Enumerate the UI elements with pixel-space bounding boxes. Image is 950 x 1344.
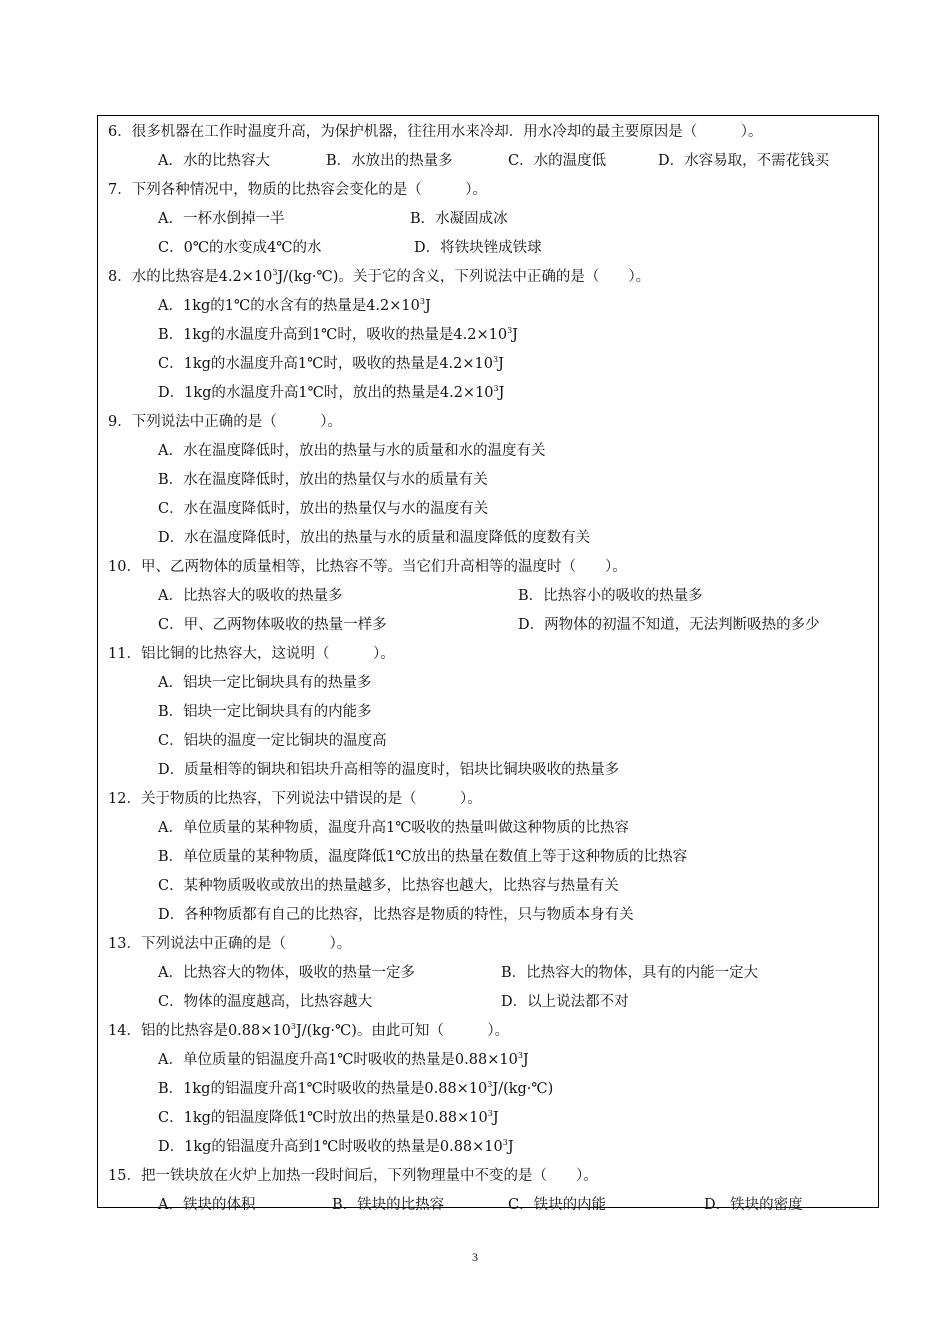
stem-text: 12．关于物质的比热容，下列说法中错误的是（ ）。 bbox=[108, 791, 482, 807]
option-c: C．1kg的铝温度降低1℃时放出的热量是$0.88\times 10^3J$ bbox=[158, 1109, 499, 1126]
option-c: C．1kg的水温度升高1℃时，吸收的热量是$4.2\times 10^3J$ bbox=[158, 355, 504, 372]
option-d: D．水在温度降低时，放出的热量与水的质量和温度降低的度数有关 bbox=[158, 530, 591, 546]
option-b: B．1kg的铝温度升高1℃时吸收的热量是$0.88\times 10^3J/(kg\cdot℃)$ bbox=[158, 1080, 554, 1097]
option-c: C．铁块的内能 bbox=[508, 1197, 607, 1213]
option-a: A．比热容大的吸收的热量多 bbox=[158, 588, 343, 604]
option-b: B．1kg的水温度升高到1℃时，吸收的热量是$4.2\times 10^3J$ bbox=[158, 326, 518, 343]
option-c: C．0℃的水变成4℃的水 bbox=[158, 240, 322, 256]
option-a: A．单位质量的某种物质，温度升高1℃吸收的热量叫做这种物质的比热容 bbox=[158, 820, 629, 836]
option-a: A．一杯水倒掉一半 bbox=[158, 211, 285, 227]
option-c: C．某种物质吸收或放出的热量越多，比热容也越大，比热容与热量有关 bbox=[158, 878, 619, 894]
option-d: D．两物体的初温不知道，无法判断吸热的多少 bbox=[518, 617, 820, 633]
question-stem-8 bbox=[98, 263, 878, 292]
stem-text: 8．水的比热容是$4.2\times 10^3J/(kg\cdot℃)$。关于它的含义，下列说法中正确的是（ ）。 bbox=[108, 268, 651, 285]
option-a: A．1kg的1℃的水含有的热量是$4.2\times 10^3J$ bbox=[158, 297, 431, 314]
options-row-10b bbox=[98, 611, 878, 640]
options-row-7a bbox=[98, 205, 878, 234]
question-stem-10 bbox=[98, 553, 878, 582]
option-d: D．质量相等的铜块和铝块升高相等的温度时，铝块比铜块吸收的热量多 bbox=[158, 762, 620, 778]
options-row-6 bbox=[98, 147, 878, 176]
option-b: B．铁块的比热容 bbox=[332, 1197, 445, 1213]
options-row-15 bbox=[98, 1191, 878, 1220]
stem-text: 15．把一铁块放在火炉上加热一段时间后，下列物理量中不变的是（ ）。 bbox=[108, 1168, 598, 1184]
option-d: D．水容易取，不需花钱买 bbox=[658, 153, 830, 169]
stem-text: 10．甲、乙两物体的质量相等，比热容不等。当它们升高相等的温度时（ ）。 bbox=[108, 559, 627, 575]
question-stem-14 bbox=[98, 1017, 878, 1046]
question-stem-13 bbox=[98, 930, 878, 959]
option-d: D．铁块的密度 bbox=[704, 1197, 803, 1213]
option-c: C．铝块的温度一定比铜块的温度高 bbox=[158, 733, 387, 749]
option-b: B．水放出的热量多 bbox=[326, 153, 453, 169]
question-stem-15 bbox=[98, 1162, 878, 1191]
option-b: B．铝块一定比铜块具有的内能多 bbox=[158, 704, 372, 720]
options-row-13b bbox=[98, 988, 878, 1017]
option-b: B．单位质量的某种物质，温度降低1℃放出的热量在数值上等于这种物质的比热容 bbox=[158, 849, 688, 865]
option-a: A．比热容大的物体，吸收的热量一定多 bbox=[158, 965, 415, 981]
options-row-7b bbox=[98, 234, 878, 263]
option-b: B．水在温度降低时，放出的热量仅与水的质量有关 bbox=[158, 472, 488, 488]
stem-text: 6．很多机器在工作时温度升高，为保护机器，往往用水来冷却．用水冷却的最主要原因是（ ）。 bbox=[108, 124, 763, 140]
option-b: B．比热容大的物体，具有的内能一定大 bbox=[501, 965, 759, 981]
question-stem-6 bbox=[98, 118, 878, 147]
option-a: A．水的比热容大 bbox=[158, 153, 270, 169]
question-box bbox=[97, 115, 879, 1213]
option-d: D．将铁块锉成铁球 bbox=[414, 240, 542, 256]
option-a: A．水在温度降低时，放出的热量与水的质量和水的温度有关 bbox=[158, 443, 546, 459]
stem-text: 14．铝的比热容是$0.88\times 10^3J/(kg\cdot℃)$。由此可知（ ）。 bbox=[108, 1022, 510, 1039]
question-stem-7 bbox=[98, 176, 878, 205]
option-d: D．以上说法都不对 bbox=[501, 994, 629, 1010]
page-number: 3 bbox=[472, 1250, 478, 1264]
option-b: B．水凝固成冰 bbox=[410, 211, 508, 227]
options-row-10a bbox=[98, 582, 878, 611]
stem-text: 11．铝比铜的比热容大，这说明（ ）。 bbox=[108, 646, 395, 662]
options-row-13a bbox=[98, 959, 878, 988]
option-c: C．物体的温度越高，比热容越大 bbox=[158, 994, 373, 1010]
option-c: C．水在温度降低时，放出的热量仅与水的温度有关 bbox=[158, 501, 489, 517]
option-c: C．甲、乙两物体吸收的热量一样多 bbox=[158, 617, 387, 633]
stem-text: 7．下列各种情况中，物质的比热容会变化的是（ ）。 bbox=[108, 182, 487, 198]
option-c: C．水的温度低 bbox=[508, 153, 607, 169]
question-stem-9 bbox=[98, 408, 878, 437]
option-a: A．铝块一定比铜块具有的热量多 bbox=[158, 675, 372, 691]
option-d: D．各种物质都有自己的比热容，比热容是物质的特性，只与物质本身有关 bbox=[158, 907, 634, 923]
option-a: A．铁块的体积 bbox=[158, 1197, 256, 1213]
option-a: A．单位质量的铝温度升高1℃时吸收的热量是$0.88\times 10^3J$ bbox=[158, 1051, 529, 1068]
question-stem-12 bbox=[98, 785, 878, 814]
question-stem-11 bbox=[98, 640, 878, 669]
option-d: D．1kg的铝温度升高到1℃时吸收的热量是$0.88\times 10^3J$ bbox=[158, 1138, 514, 1155]
stem-text: 9．下列说法中正确的是（ ）。 bbox=[108, 414, 342, 430]
stem-text: 13．下列说法中正确的是（ ）。 bbox=[108, 936, 352, 952]
option-d: D．1kg的水温度升高1℃时，放出的热量是$4.2\times 10^3J$ bbox=[158, 384, 505, 401]
option-b: B．比热容小的吸收的热量多 bbox=[518, 588, 703, 604]
